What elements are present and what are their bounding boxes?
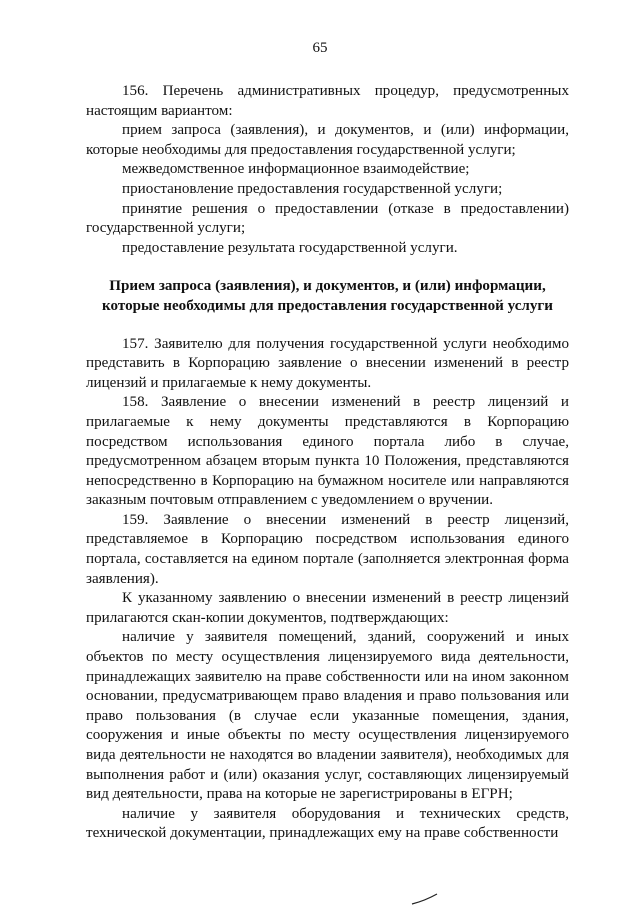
paragraph-158: 158. Заявление о внесении изменений в реестр лицензий и прилагаемые к нему документы представляются в Корпорацию посредством использования единого портала либо в случае, предусмотренном абзацем вторым пункта 10 Положения, представляются непосредственно в Корпорацию на бумажном носителе или направляются заказным почтовым отправлением с уведомлением о вручении. bbox=[86, 394, 569, 509]
section-heading bbox=[86, 277, 569, 316]
paragraph-equipment: наличие у заявителя оборудования и технических средств, технической документации, принадлежащих ему на праве собственности bbox=[86, 805, 569, 842]
document-body bbox=[86, 82, 569, 844]
paragraph-157: 157. Заявителю для получения государственной услуги необходимо представить в Корпорацию заявление о внесении изменений в реестр лицензий и прилагаемые к нему документы. bbox=[86, 335, 569, 391]
paragraph-159: 159. Заявление о внесении изменений в реестр лицензий, представляемое в Корпорацию посредством использования единого портала, составляется на едином портале (заполняется электронная форма заявления). bbox=[86, 511, 569, 587]
list-item-result: предоставление результата государственной услуги. bbox=[122, 239, 458, 256]
list-item-interaction: межведомственное информационное взаимодействие; bbox=[122, 161, 470, 178]
page-number: 65 bbox=[312, 40, 328, 56]
paragraph-premises: наличие у заявителя помещений, зданий, сооружений и иных объектов по месту осуществления лицензируемого вида деятельности, принадлежащих заявителю на праве собственности или на ином законном основании, предусматривающем право владения и право пользования или право пользования (в случае если указанные помещения, здания, сооружения и иные объекты по месту осуществления лицензируемого вида деятельности не находятся во владении заявителя), необходимых для выполнения работ и (или) оказания услуг, составляющих лицензируемый вид деятельности, права на которые не зарегистрированы в ЕГРН; bbox=[86, 629, 569, 803]
list-item-reception: прием запроса (заявления), и документов, и (или) информации, которые необходимы для предоставления государственной услуги; bbox=[86, 122, 569, 158]
list-item-suspension: приостановление предоставления государственной услуги; bbox=[122, 180, 503, 197]
signature-mark bbox=[410, 893, 440, 905]
list-item-decision: принятие решения о предоставлении (отказе в предоставлении) государственной услуги; bbox=[86, 200, 569, 237]
section-heading-line-1: Прием запроса (заявления), и документов, и (или) информации, bbox=[109, 278, 546, 295]
section-heading-line-2: которые необходимы для предоставления государственной услуги bbox=[102, 297, 553, 314]
paragraph-attachments: К указанному заявлению о внесении изменений в реестр лицензий прилагаются скан-копии документов, подтверждающих: bbox=[86, 590, 569, 626]
paragraph-156: 156. Перечень административных процедур, предусмотренных настоящим вариантом: bbox=[86, 83, 569, 119]
